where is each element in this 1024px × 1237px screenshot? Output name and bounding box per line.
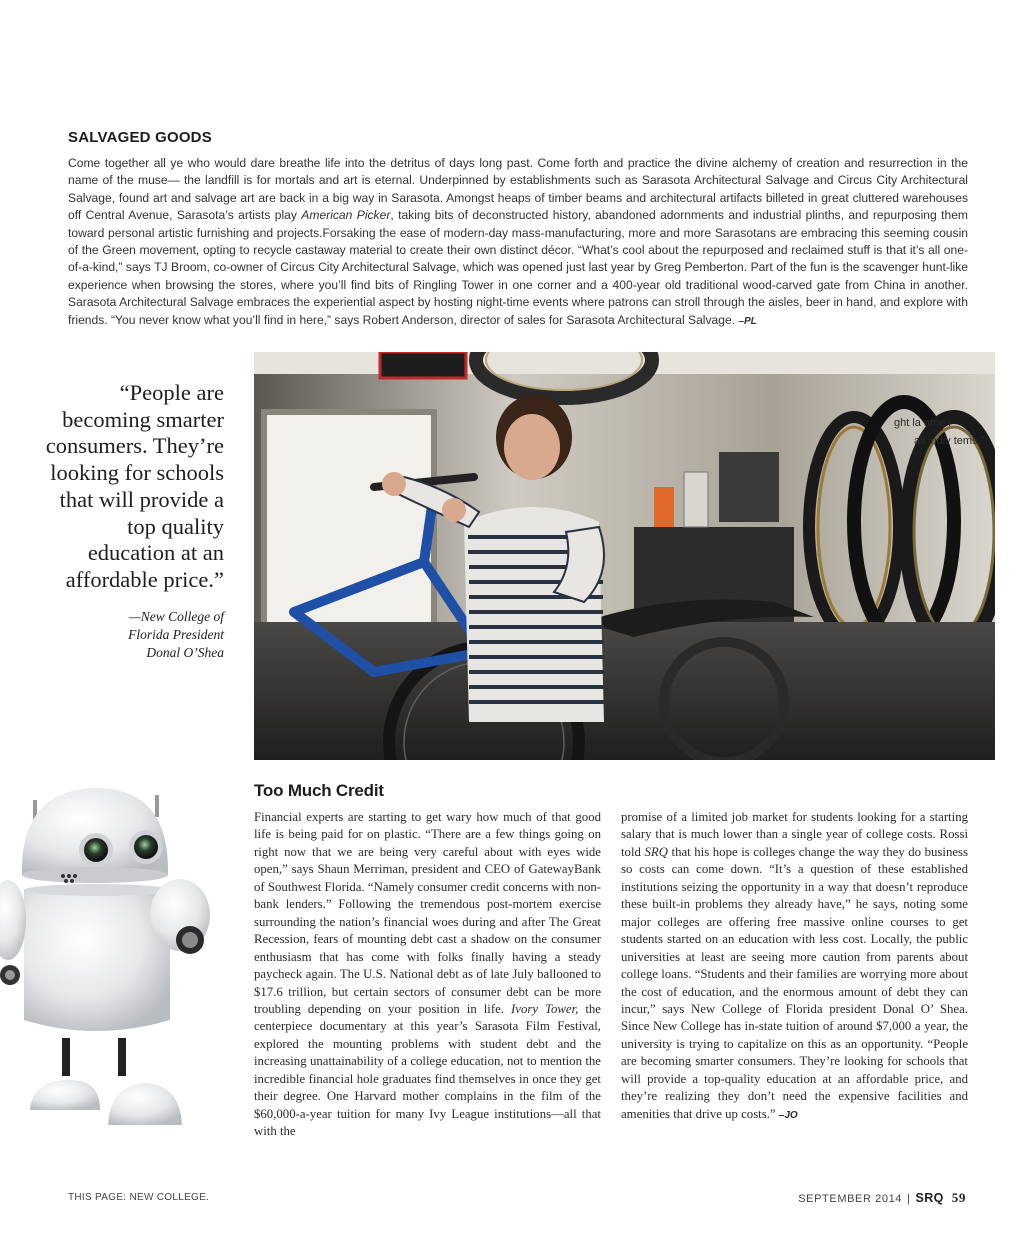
too-much-credit-column-right <box>621 809 968 1124</box>
too-much-credit-signature: –JO <box>778 1109 798 1121</box>
folio-separator: | <box>907 1193 911 1205</box>
left-column-film-title: Ivory Tower, <box>511 1001 579 1016</box>
right-column-magazine-name: SRQ <box>644 844 668 859</box>
salvaged-goods-body <box>68 155 968 330</box>
pull-quote-attribution-line-1: —New College of <box>128 608 224 624</box>
photo-credit: THIS PAGE: NEW COLLEGE. <box>68 1192 210 1203</box>
photo-overlay-line-2: all indiv tems.” <box>914 435 985 447</box>
bike-shop-photo <box>254 352 995 760</box>
page-folio <box>798 1190 966 1206</box>
magazine-name: SRQ <box>915 1191 944 1205</box>
left-column-text-1: Financial experts are starting to get wary how much of that good life is being paid for on plastic. “There are a few things going on right now that we are being very careful about with eyes wide open,” says Shaun Merriman, president and CEO of GatewayBank of Southwest Florida. “Namely consumer credit concerns with non-bank lenders.” Following the tremendous post-mortem exercise surrounding the nation’s financial woes during and after The Great Recession, fears of mounting debt cast a shadow on the consumer enthusiasm that has come with folks finally having a steady paycheck again. The U.S. National debt as of late July ballooned to $17.6 trillion, but certain sectors of consumer debt can be more troubling depending on your position in life. <box>254 810 601 1016</box>
pull-quote <box>40 380 224 662</box>
robot-illustration <box>0 780 240 1170</box>
salvaged-goods-italic-title: American Picker <box>301 208 391 223</box>
pull-quote-attribution-line-2: Florida President <box>128 626 224 642</box>
salvaged-goods-heading: SALVAGED GOODS <box>68 129 212 146</box>
left-column-text-2: the centerpiece documentary at this year’s Sarasota Film Festival, explored the mounting problems with student debt and the increasing unattainability of a college education, not to mention the incredible financial hole graduates find themselves in once they get their degree. One Harvard mother complains in the film of the $60,000-a-year tuition for many Ivy League institutions—all that with the <box>254 1001 601 1139</box>
too-much-credit-column-left <box>254 809 601 1141</box>
salvaged-goods-text-2: , taking bits of deconstructed history, abandoned adornments and industrial plinths, and repurposing them toward personal artistic furnishing and projects.Forsaking the ease of modern-day mass-manufacturing, more and more Sarasotans are embracing this seeming cousin of the Green movement, opting to recycle castaway material to create their own distinct décor. “What’s cool about the repurposed and reclaimed stuff is that it’s all one-of-a-kind,” says TJ Broom, co-owner of Circus City Architectural Salvage, which was opened just last year by Greg Pemberton. Part of the fun is the scavenger hunt-like experience when browsing the stores, where you’ll find bits of Ringling Tower in one corner and a 400-year old traditional wood-carved gate from China in another. Sarasota Architectural Salvage embraces the experiential aspect by hosting night-time events where patrons can stroll through the aisles, beer in hand, and explore with friends. “You never know what you’ll find in here,” says Robert Anderson, director of sales for Sarasota Architectural Salvage. <box>68 208 968 327</box>
right-column-text-2: that his hope is colleges change the way they do business so costs can come down. “It’s a question of these established institutions seizing the opportunity in a way that doesn’t reproduce these built-in problems they already have,” he says, noting some major colleges are offering free massive online courses to get students started on an education with less cost. Locally, the public universities at least are seeing more caution from parents about college loans. “Students and their families are worrying more about the cost of education, and the enormous amount of debt they can incur,” says New College of Florida president Donal O’ Shea. Since New College has in-state tuition of around $7,000 a year, the university is trying to capitalize on this as an opportunity. “People are becoming smarter consumers. They’re looking for schools that will provide a top-quality education at an affordable price, and they’re realizing they don’t need the expensive facilities and amenities that drive up costs.” <box>621 844 969 1121</box>
issue-date: SEPTEMBER 2014 <box>798 1193 903 1205</box>
bike-shop-illustration <box>254 352 995 760</box>
too-much-credit-heading: Too Much Credit <box>254 781 384 800</box>
pull-quote-attribution <box>40 608 224 662</box>
salvaged-goods-text-1: Come together all ye who would dare breathe life into the detritus of days long past. Come forth and practice the divine alchemy of creation and resurrection in the name of the muse— the landfill is for mortals and art is eternal. Underpinned by establishments such as Sarasota Architectural Salvage and Circus City Architectural Salvage, found art and salvage art are back in a big way in Sarasota. Amongst heaps of timber beams and architectural artifacts billeted in great cluttered warehouses off Central Avenue, Sarasota’s artists play <box>68 156 968 223</box>
page-number: 59 <box>951 1190 966 1205</box>
pull-quote-attribution-line-3: Donal O’Shea <box>146 644 224 660</box>
right-column-text-1: promise of a limited job market for students looking for a starting salary that is much lower than a single year of college costs. Rossi told <box>621 810 968 859</box>
robot-image <box>0 780 240 1170</box>
pull-quote-text: “People are becoming smarter consumers. They’re looking for schools that will provide a top quality education at an affordable price.” <box>45 380 224 592</box>
photo-overlay-line-1: ght la ame i <box>894 417 951 429</box>
salvaged-goods-signature: –PL <box>738 315 757 327</box>
